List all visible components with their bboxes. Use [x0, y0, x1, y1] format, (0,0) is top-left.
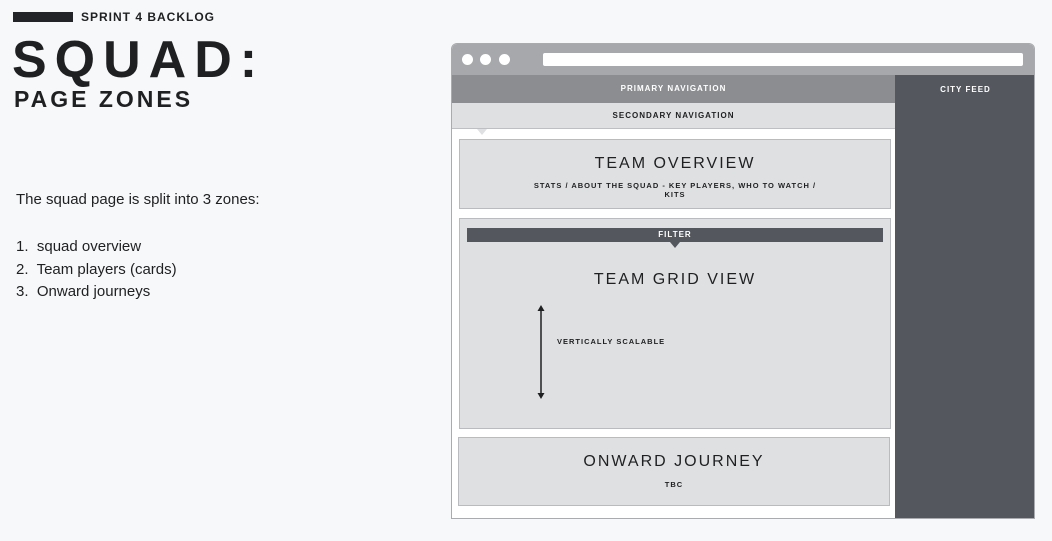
zone-heading: TEAM GRID VIEW: [593, 271, 757, 288]
team-grid-zone: [459, 218, 891, 429]
page-subtitle: PAGE ZONES: [14, 86, 194, 112]
page-title: SQUAD:: [12, 31, 266, 89]
scalable-note: VERTICALLY SCALABLE: [557, 337, 666, 346]
city-feed-label: CITY FEED: [940, 85, 991, 94]
window-dot-icon: [480, 54, 491, 65]
window-dot-icon: [462, 54, 473, 65]
browser-chrome: [452, 44, 1035, 75]
browser-wireframe: [451, 43, 1035, 519]
zone-heading: ONWARD JOURNEY: [583, 453, 765, 470]
zone-heading: TEAM OVERVIEW: [594, 155, 756, 172]
onward-journey-zone: [458, 437, 890, 506]
team-overview-zone: [459, 139, 891, 209]
window-dot-icon: [499, 54, 510, 65]
nav-caret-icon: [477, 129, 487, 135]
zone-list-item: 2. Team players (cards): [16, 260, 177, 278]
filter-caret-icon: [670, 242, 680, 248]
zone-list-label: squad overview: [36, 238, 142, 255]
vertical-arrow-icon: [536, 305, 546, 399]
zone-caption: TBC: [664, 480, 684, 489]
primary-navigation: PRIMARY NAVIGATION: [452, 75, 895, 103]
address-bar: [543, 53, 1023, 66]
accent-bar: [13, 12, 73, 22]
zone-list-item: 3. Onward journeys: [16, 283, 151, 300]
sprint-label: SPRINT 4 BACKLOG: [81, 10, 216, 24]
secondary-navigation: SECONDARY NAVIGATION: [452, 103, 895, 129]
zone-list-label: Team players (cards): [36, 260, 177, 278]
intro-text: The squad page is split into 3 zones:: [16, 191, 260, 208]
zone-list-item: 1. squad overview: [16, 238, 142, 255]
city-feed-panel: [895, 75, 1035, 519]
filter-bar: FILTER: [467, 228, 883, 242]
zone-list: [16, 236, 177, 304]
zone-list-label: Onward journeys: [36, 283, 151, 300]
zone-caption: STATS / ABOUT THE SQUAD - KEY PLAYERS, WHO TO WATCH / KITS: [533, 181, 817, 199]
